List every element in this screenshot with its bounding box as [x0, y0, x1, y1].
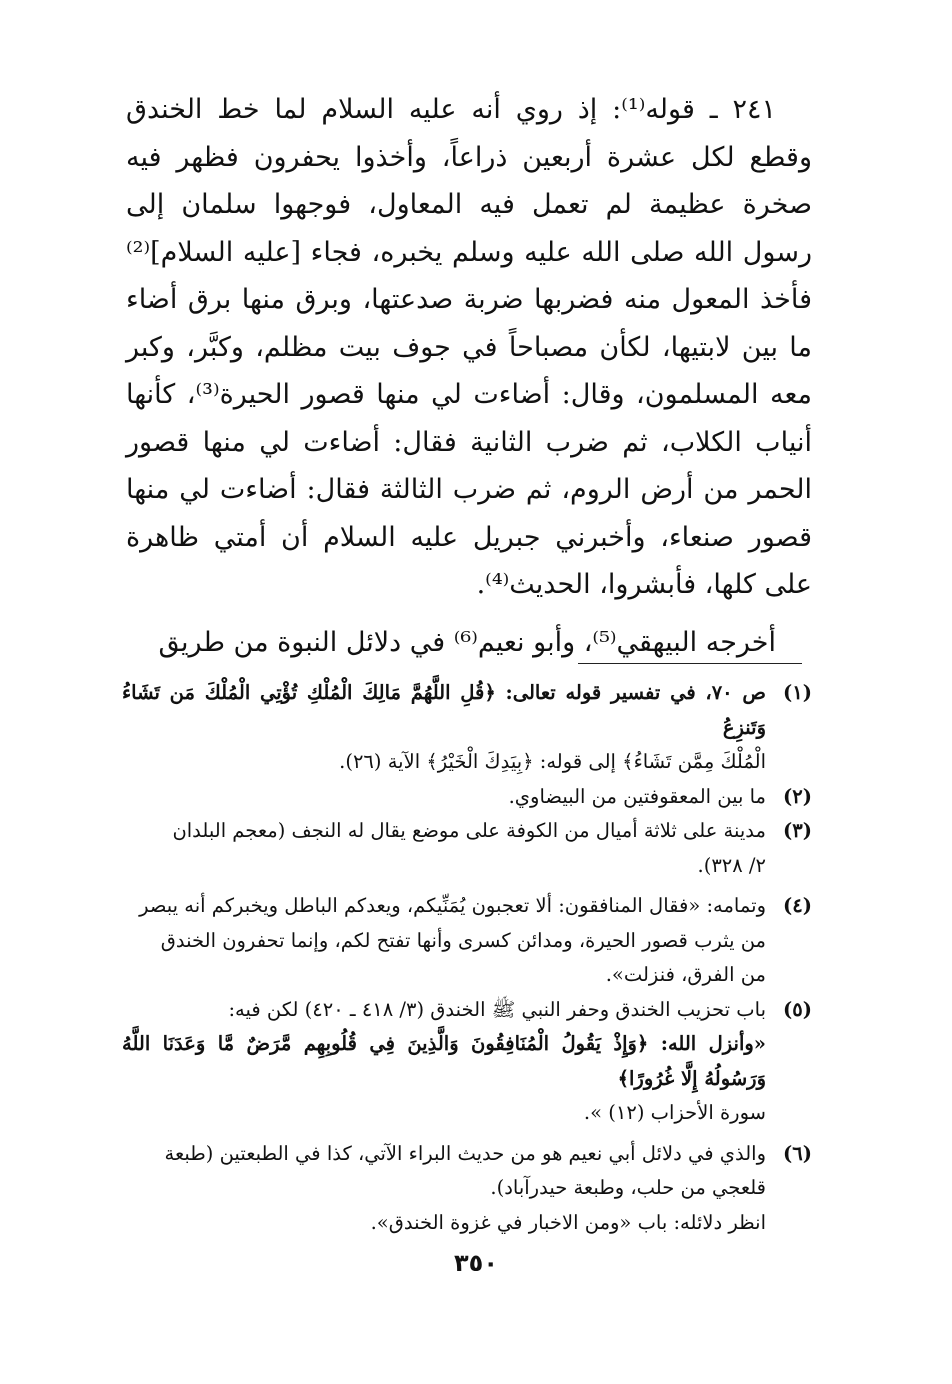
page-number: ٣٥٠	[454, 1249, 498, 1277]
footnote-number: (٤)	[783, 894, 812, 917]
main-text	[126, 86, 812, 666]
footnote-item	[122, 1137, 812, 1241]
footnote-line: قلعجي من حلب، وطبعة حيدرآباد).	[490, 1176, 766, 1199]
footnote-item	[122, 676, 812, 780]
footnote-line: من يثرب قصور الحيرة، ومدائن كسرى وأنها تفتح لكم، وإنما تحفرون الخندق	[160, 928, 766, 952]
footnote-line: انظر دلائله: باب «ومن الاخبار في غزوة الخندق».	[370, 1210, 766, 1234]
footnote-text	[122, 814, 766, 883]
footnote-number: (٥)	[783, 997, 812, 1021]
footnote-line: ص ٧٠، في تفسير قوله تعالى: ﴿قُلِ اللَّهُمَّ مَالِكَ الْمُلْكِ تُؤْتِي الْمُلْكَ مَن تَشَاءُ وَتَنزِعُ	[122, 681, 766, 739]
footnote-divider	[578, 663, 802, 664]
footnote-line: سورة الأحزاب (١٢) ».	[583, 1101, 766, 1124]
footnote-number: (٢)	[783, 784, 812, 808]
footnote-line: باب تحزيب الخندق وحفر النبي ﷺ الخندق (٣/ ٤١٨ ـ ٤٢٠) لكن فيه:	[228, 997, 766, 1021]
footnote-line: وتمامه: «فقال المنافقون: ألا تعجبون يُمَنِّيكم، ويعدكم الباطل ويخبركم أنه يبصر	[139, 894, 766, 917]
footnote-item	[122, 814, 812, 883]
footnote-line: «وأنزل الله: ﴿وَإِذْ يَقُولُ الْمُنَافِقُونَ وَالَّذِينَ فِي قُلُوبِهِم مَّرَضٌ مَّا وَعَدَنَا اللَّهُ وَرَسُولُهُ إِلَّا غُرُورًا﴾	[122, 1032, 766, 1090]
footnote-text	[122, 676, 766, 780]
footnote-item	[122, 889, 812, 993]
footnote-text	[122, 889, 766, 993]
footnote-line: الْمُلْكَ مِمَّن تَشَاءُ﴾ إلى قوله: ﴿بِيَدِكَ الْخَيْرُ﴾ الآية (٢٦).	[339, 750, 766, 773]
footnote-item	[122, 780, 812, 815]
footnote-number: (٦)	[783, 1141, 812, 1165]
main-paragraph: ٢٤١ ـ قوله⁽¹⁾: إذ روي أنه عليه السلام لما خط الخندق وقطع لكل عشرة أربعين ذراعاً، وأخذوا يحفرون فظهر فيه صخرة عظيمة لم تعمل فيه المعاول، فوجهوا سلمان إلى رسول الله صلى الله عليه وسلم يخبره، فجاء [عليه السلام]⁽²⁾ فأخذ المعول منه فضربها ضربة صدعتها، وبرق منها برق أضاء ما بين لابتيها، لكأن مصباحاً في جوف بيت مظلم، وكبَّر، وكبر معه المسلمون، وقال: أضاءت لي منها قصور الحيرة⁽³⁾، كأنها أنياب الكلاب، ثم ضرب الثانية فقال: أضاءت لي منها قصور الحمر من أرض الروم، ثم ضرب الثالثة فقال: أضاءت لي منها قصور صنعاء، وأخبرني جبريل عليه السلام أن أمتي ظاهرة على كلها، فأبشروا، الحديث⁽⁴⁾.	[126, 94, 812, 600]
footnote-text	[122, 1137, 766, 1241]
footnotes	[122, 676, 812, 1240]
footnote-number: (٣)	[783, 819, 812, 842]
footnote-line: ما بين المعقوفتين من البيضاوي.	[508, 784, 766, 808]
main-paragraph: أخرجه البيهقي⁽⁵⁾، وأبو نعيم⁽⁶⁾ في دلائل النبوة من طريق	[158, 626, 776, 658]
footnote-text	[122, 993, 766, 1131]
footnote-text	[122, 780, 766, 815]
footnote-line: من الفرق، فنزلت».	[605, 963, 766, 986]
footnote-item	[122, 993, 812, 1131]
footnote-line: ٢/ ٣٢٨).	[697, 853, 766, 877]
footnote-line: والذي في دلائل أبي نعيم هو من حديث البراء الآتي، كذا في الطبعتين (طبعة	[164, 1141, 766, 1165]
footnote-line: مدينة على ثلاثة أميال من الكوفة على موضع يقال له النجف (معجم البلدان	[172, 819, 766, 842]
footnote-number: (١)	[783, 681, 812, 704]
